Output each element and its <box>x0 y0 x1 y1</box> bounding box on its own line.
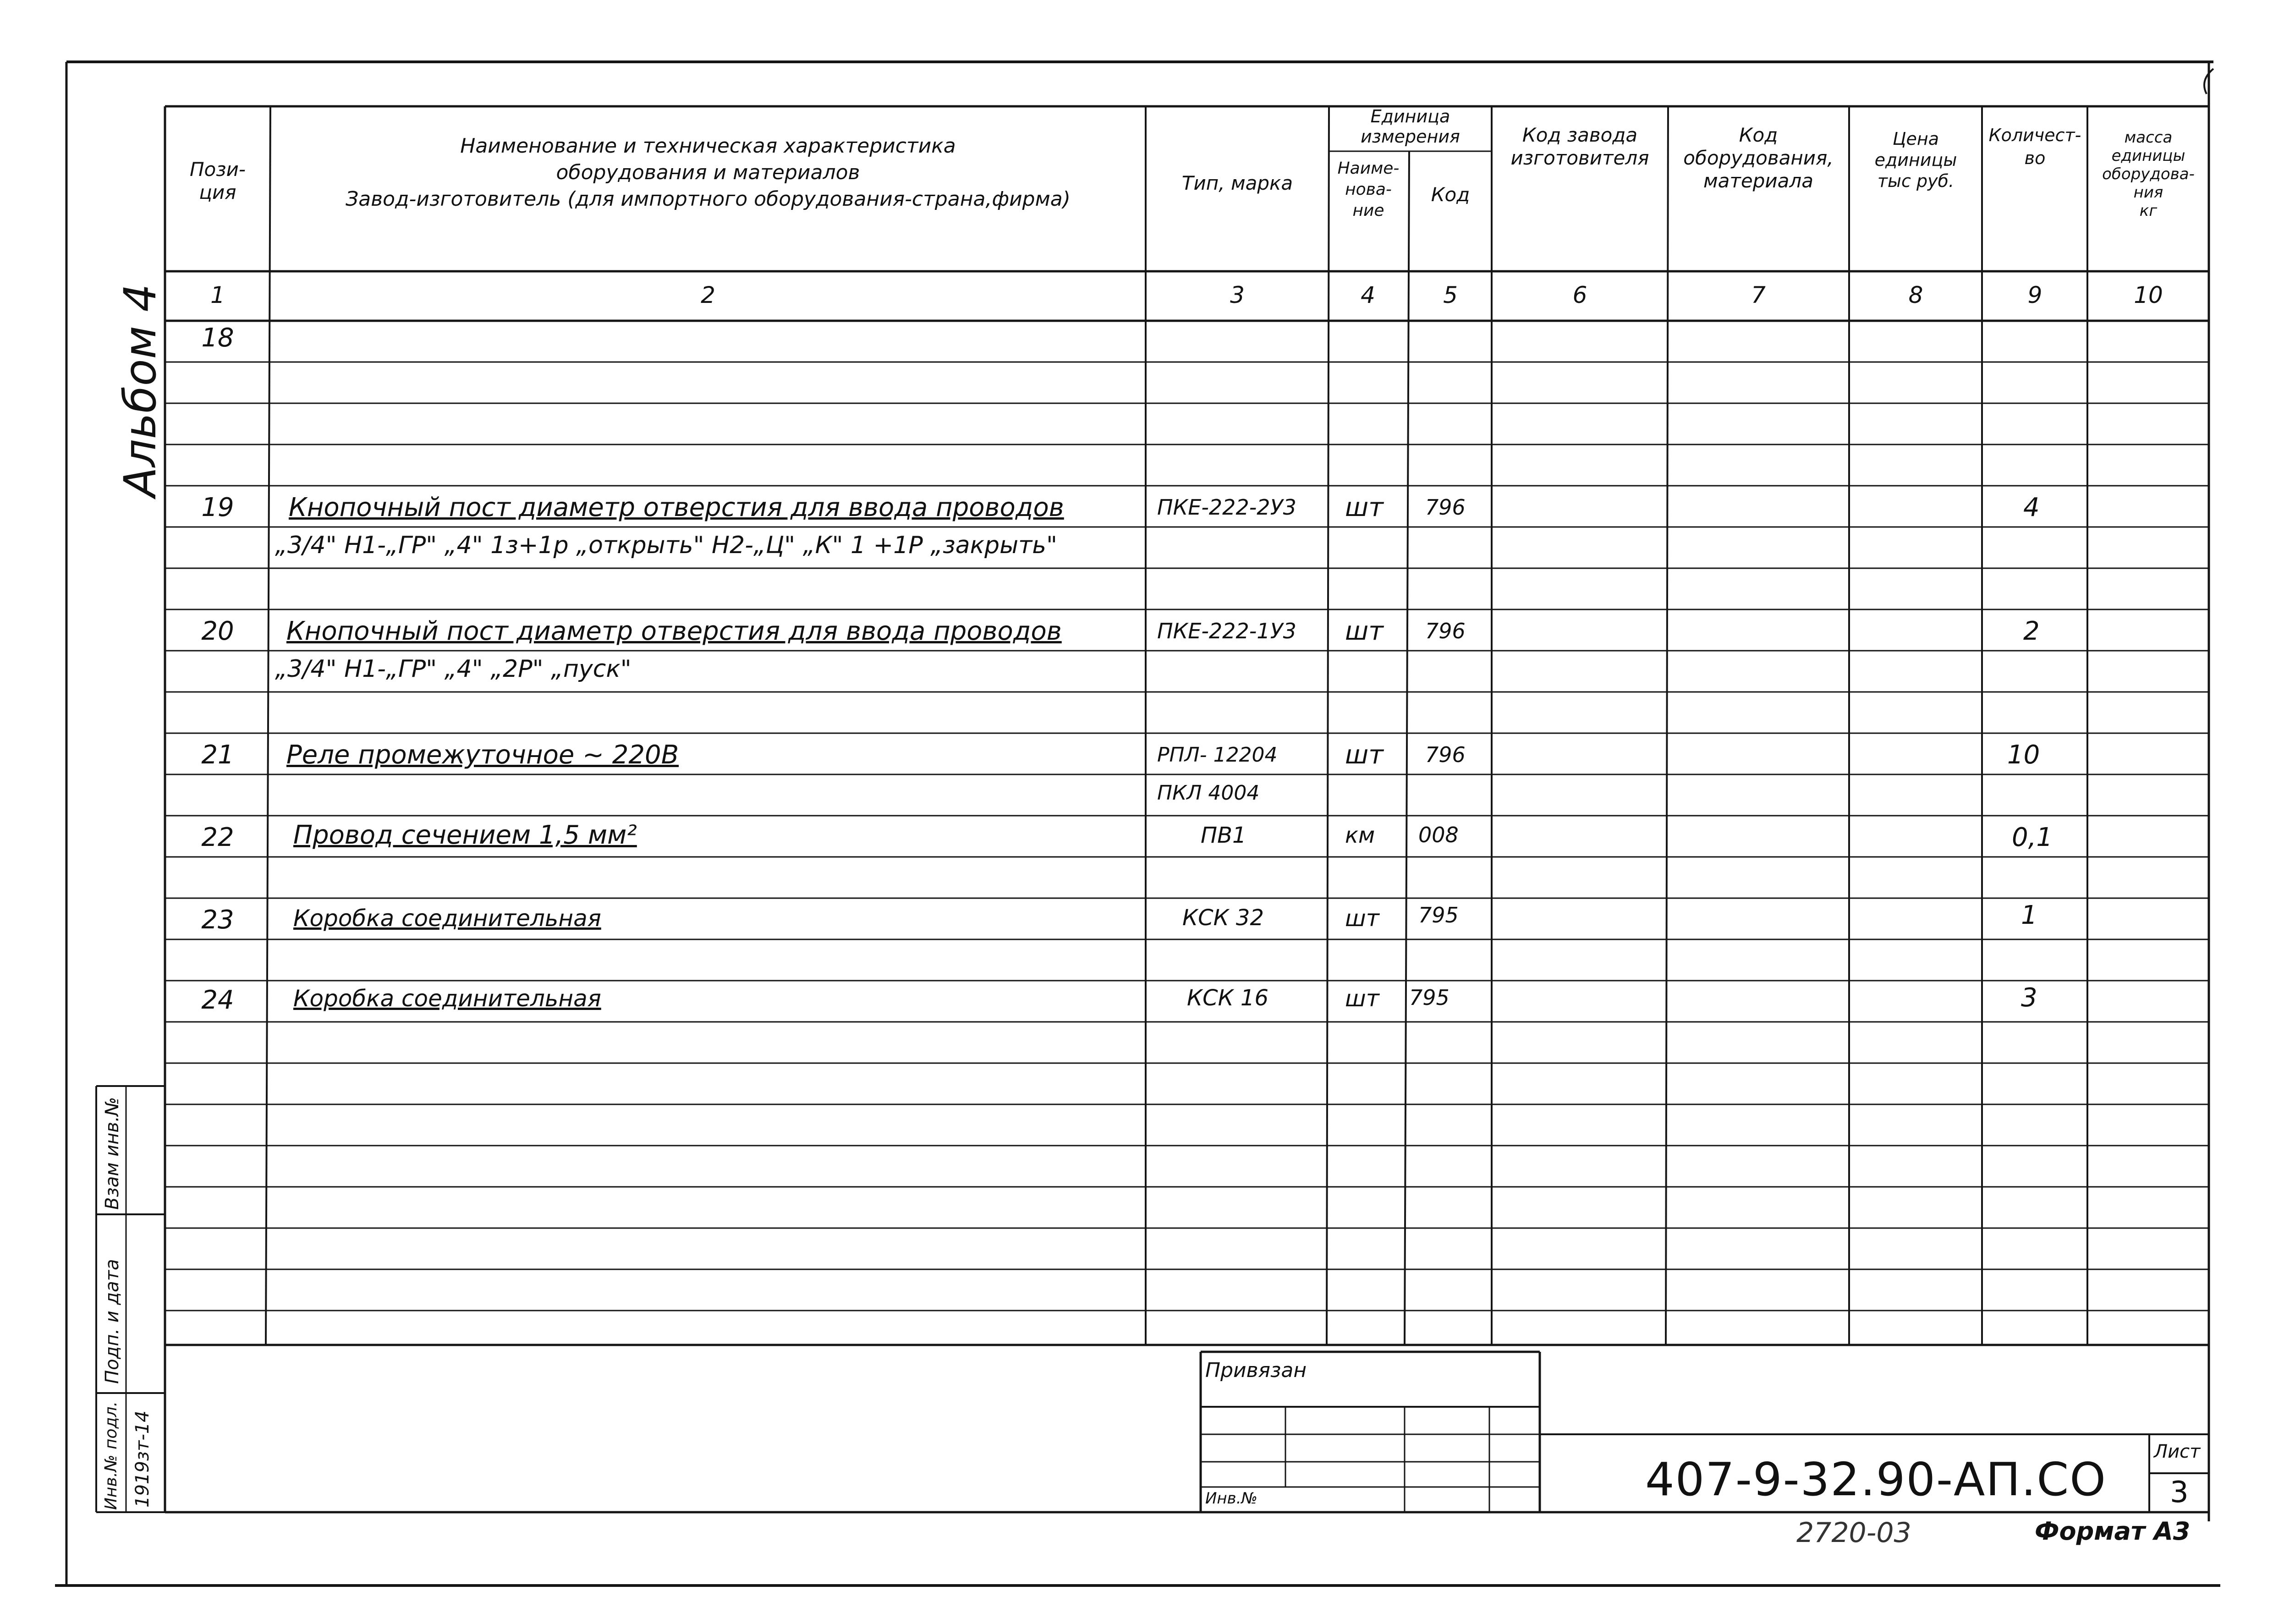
row-code: 796 <box>1425 619 1466 643</box>
row-name: Провод сечением 1,5 мм² <box>293 820 637 850</box>
row-unit: шт <box>1345 493 1384 522</box>
row-name-continued: „3/4" Н1-„ГР" „4" 1з+1р „открыть" Н2-„Ц" „К" 1 +1Р „закрыть" <box>275 532 1057 559</box>
strip-podpis: Подп. и дата <box>102 1259 123 1384</box>
col-num: 9 <box>2027 282 2042 308</box>
header-type: Тип, марка <box>1181 172 1293 194</box>
header-maker-code: Код завода изготовителя <box>1510 124 1649 169</box>
album-label: Альбом 4 <box>115 284 166 497</box>
row-code: 796 <box>1425 742 1466 767</box>
row-qty: 3 <box>2021 983 2037 1013</box>
header-unit-code: Код <box>1431 183 1470 206</box>
row-position: 19 <box>201 493 234 522</box>
row-name: Реле промежуточное ~ 220В <box>286 740 679 770</box>
row-code: 008 <box>1418 823 1459 847</box>
col-num: 5 <box>1443 282 1458 308</box>
col-num: 4 <box>1361 282 1375 308</box>
col-num: 10 <box>2134 282 2163 308</box>
row-unit: шт <box>1345 905 1379 932</box>
format-label: Формат А3 <box>2035 1517 2191 1546</box>
row-type: ПВ1 <box>1201 823 1246 848</box>
row-code: 795 <box>1409 985 1449 1010</box>
row-type: КСК 32 <box>1182 905 1264 931</box>
header-equip-code: Код оборудования, материала <box>1683 124 1834 192</box>
strip-inv-podl: Инв.№ подл. <box>102 1401 121 1510</box>
row-position: 21 <box>201 740 234 770</box>
header-qty: Количест- во <box>1988 125 2081 168</box>
row-unit: шт <box>1345 985 1379 1012</box>
col-num: 2 <box>701 282 715 308</box>
stamp-inv-no: Инв.№ <box>1205 1489 1257 1508</box>
header-price: Цена единицы тыс руб. <box>1874 129 1957 191</box>
row-name-continued: „3/4" Н1-„ГР" „4" „2Р" „пуск" <box>275 655 631 683</box>
row-code: 796 <box>1425 495 1466 520</box>
col-num: 3 <box>1230 282 1245 308</box>
row-unit: шт <box>1345 740 1384 770</box>
col-sep <box>1666 106 1668 1345</box>
row-name: Кнопочный пост диаметр отверстия для ввода проводов <box>289 493 1064 522</box>
row-qty: 0,1 <box>2012 823 2053 852</box>
row-type: КСК 16 <box>1187 985 1269 1011</box>
col-sep <box>1405 151 1409 1345</box>
header-unit-group: Единица измерения <box>1361 106 1460 147</box>
strip-vzam: Взам инв.№ <box>102 1097 123 1210</box>
col-num: 6 <box>1572 282 1587 308</box>
row-qty: 4 <box>2023 493 2040 522</box>
row-qty: 2 <box>2023 616 2040 646</box>
row-position: 23 <box>201 905 234 935</box>
row-position: 24 <box>201 985 234 1015</box>
row-type-extra: ПКЛ 4004 <box>1157 781 1260 805</box>
header-name: Наименование и техническая характеристика оборудования и материалов Завод-изготовитель (для импортного оборудования-страна,фирма) <box>346 134 1071 211</box>
header-mass: масса единицы оборудова- ния кг <box>2102 128 2195 220</box>
row-type: ПКЕ-222-2У3 <box>1157 495 1296 520</box>
header-position: Пози- ция <box>189 158 246 203</box>
row-name: Коробка соединительная <box>293 985 601 1012</box>
row-position: 18 <box>201 323 234 353</box>
row-name: Коробка соединительная <box>293 905 601 932</box>
row-position: 20 <box>201 616 234 646</box>
row-qty: 1 <box>2021 900 2037 930</box>
row-name: Кнопочный пост диаметр отверстия для ввода проводов <box>286 616 1062 646</box>
sheet-label: Лист <box>2154 1441 2201 1462</box>
col-num: 1 <box>210 282 225 308</box>
strip-inv-value: 1919зт-14 <box>132 1410 153 1508</box>
stamp-privyazan: Привязан <box>1205 1359 1307 1382</box>
row-qty: 10 <box>2007 740 2040 770</box>
row-type: ПКЕ-222-1У3 <box>1157 619 1296 643</box>
row-type: РПЛ- 12204 <box>1157 743 1278 767</box>
sheet-number: 3 <box>2170 1476 2189 1509</box>
row-code: 795 <box>1418 903 1459 927</box>
document-code: 407-9-32.90-АП.СО <box>1645 1453 2107 1506</box>
col-num: 8 <box>1908 282 1923 308</box>
row-unit: км <box>1345 823 1375 848</box>
order-number: 2720-03 <box>1796 1517 1911 1549</box>
row-unit: шт <box>1345 616 1384 646</box>
header-unit-name: Наиме- нова- ние <box>1337 159 1400 220</box>
col-num: 7 <box>1751 282 1766 308</box>
row-position: 22 <box>201 823 234 852</box>
